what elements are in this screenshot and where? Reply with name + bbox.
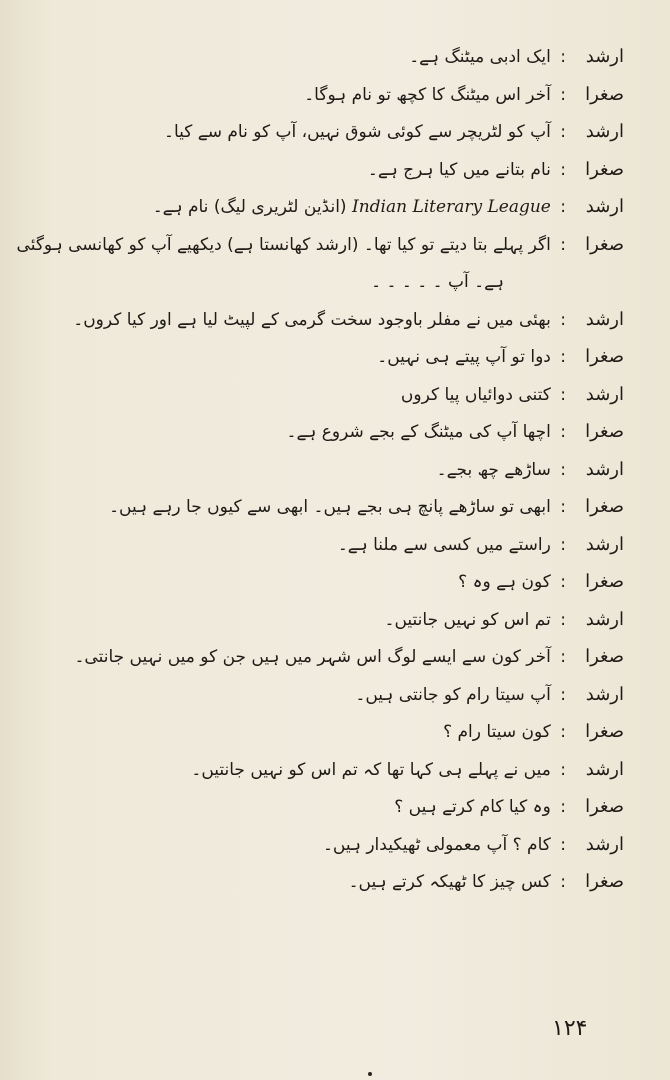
colon: : [560, 122, 566, 142]
speech-text: اگر پہلے بتا دیتے تو کیا تھا۔ (ارشد کھانستا ہے) دیکھیے آپ کو کھانسی ہوگئی [16, 234, 551, 255]
dialogue-line [70, 646, 624, 684]
colon: : [560, 497, 566, 517]
colon: : [560, 797, 566, 817]
dialogue-line [70, 496, 624, 534]
speaker-name: صغرا [585, 721, 624, 742]
speech-text: ایک ادبی میٹنگ ہے۔ [409, 47, 551, 67]
speech-text: راستے میں کسی سے ملنا ہے۔ [337, 534, 551, 555]
ink-dot [368, 1072, 372, 1076]
dialogue-line [70, 346, 624, 384]
speaker-name: ارشد [585, 608, 624, 630]
speaker-name: ارشد [585, 758, 624, 780]
speaker-name: ارشد [585, 383, 624, 405]
speaker-name: صغرا [585, 571, 624, 592]
dialogue-line [70, 459, 624, 497]
colon: : [560, 759, 566, 780]
speech-text: آخر کون سے ایسے لوگ اس شہر میں ہیں جن کو میں نہیں جانتی۔ [74, 647, 551, 667]
speaker-name: ارشد [585, 121, 624, 142]
colon: : [560, 459, 566, 480]
dialogue-line [70, 609, 624, 647]
dialogue-line [70, 759, 624, 797]
dialogue-text [16, 46, 624, 909]
dialogue-line [70, 309, 624, 347]
speech-text: کون سیتا رام ؟ [443, 722, 551, 742]
dialogue-line [70, 421, 624, 459]
speaker-name: ارشد [585, 683, 624, 705]
speaker-name: صغرا [585, 233, 624, 255]
colon: : [560, 834, 566, 855]
dialogue-line [70, 871, 624, 909]
dialogue-line [70, 384, 624, 422]
speaker-name: ارشد [585, 46, 624, 67]
speaker-name: ارشد [585, 533, 624, 555]
dialogue-line [70, 159, 624, 197]
dialogue-line [70, 84, 624, 122]
speech-text: بھئی میں نے مفلر باوجود سخت گرمی کے لپیٹ لیا ہے اور کیا کروں۔ [73, 309, 551, 330]
speech-text: کون ہے وہ ؟ [458, 572, 551, 592]
colon: : [560, 384, 566, 405]
speech-text: کس چیز کا ٹھیکہ کرتے ہیں۔ [348, 872, 551, 892]
dialogue-line [70, 684, 624, 722]
colon: : [560, 647, 566, 667]
dialogue-line [16, 233, 624, 272]
speech-text: دوا تو آپ پیتے ہی نہیں۔ [377, 347, 551, 367]
colon: : [560, 84, 566, 105]
speaker-name: صغرا [585, 421, 624, 442]
colon: : [560, 234, 566, 255]
speech-text: کام ؟ آپ معمولی ٹھیکیدار ہیں۔ [322, 834, 551, 855]
page-number: ۱۲۴ [552, 1016, 588, 1041]
colon: : [560, 722, 566, 742]
speech-text: ساڑھے چھ بجے۔ [436, 459, 551, 480]
speaker-name: صغرا [585, 158, 624, 180]
dialogue-continuation: ہے۔ آپ ۔ ۔ ۔ ۔ ۔ [371, 272, 504, 292]
speaker-name: صغرا [585, 646, 624, 667]
speech-text: (انڈین لٹریری لیگ) نام ہے۔ [152, 197, 347, 217]
speaker-name: صغرا [585, 83, 624, 105]
colon: : [560, 572, 566, 592]
speech-text: آپ سیتا رام کو جانتی ہیں۔ [355, 684, 551, 705]
colon: : [560, 347, 566, 367]
speech-text: وہ کیا کام کرتے ہیں ؟ [394, 797, 551, 817]
colon: : [560, 684, 566, 705]
dialogue-line [70, 121, 624, 159]
speaker-name: ارشد [585, 458, 624, 480]
dialogue-line [70, 834, 624, 872]
speech-text: آخر اس میٹنگ کا کچھ تو نام ہوگا۔ [304, 84, 551, 105]
dialogue-line [70, 46, 624, 84]
dialogue-line [70, 196, 624, 234]
dialogue-line [70, 796, 624, 834]
speaker-name: صغرا [585, 796, 624, 817]
dialogue-line [70, 534, 624, 572]
colon: : [560, 309, 566, 330]
speech-text: اچھا آپ کی میٹنگ کے بجے شروع ہے۔ [286, 422, 551, 442]
speech-text: تم اس کو نہیں جانتیں۔ [384, 609, 551, 630]
colon: : [560, 872, 566, 892]
speech-text: ابھی تو ساڑھے پانچ ہی بجے ہیں۔ ابھی سے کیوں جا رہے ہیں۔ [109, 497, 551, 517]
speaker-name: ارشد [585, 196, 624, 217]
speaker-name: صغرا [585, 871, 624, 892]
colon: : [560, 609, 566, 630]
speaker-name: ارشد [585, 308, 624, 330]
speech-text: نام بتانے میں کیا ہرج ہے۔ [367, 159, 551, 180]
dialogue-line [70, 571, 624, 609]
colon: : [560, 534, 566, 555]
colon: : [560, 422, 566, 442]
colon: : [560, 159, 566, 180]
speaker-name: صغرا [585, 496, 624, 517]
dialogue-line [70, 721, 624, 759]
speech-text: آپ کو لٹریچر سے کوئی شوق نہیں، آپ کو نام سے کیا۔ [163, 122, 551, 142]
speaker-name: صغرا [585, 346, 624, 367]
colon: : [560, 197, 566, 217]
speech-text: میں نے پہلے ہی کہا تھا کہ تم اس کو نہیں جانتیں۔ [191, 759, 551, 780]
speaker-name: ارشد [585, 833, 624, 855]
latin-text: Indian Literary League [351, 197, 551, 217]
colon: : [560, 47, 566, 67]
speech-text: کتنی دوائیاں پیا کروں [400, 384, 551, 405]
